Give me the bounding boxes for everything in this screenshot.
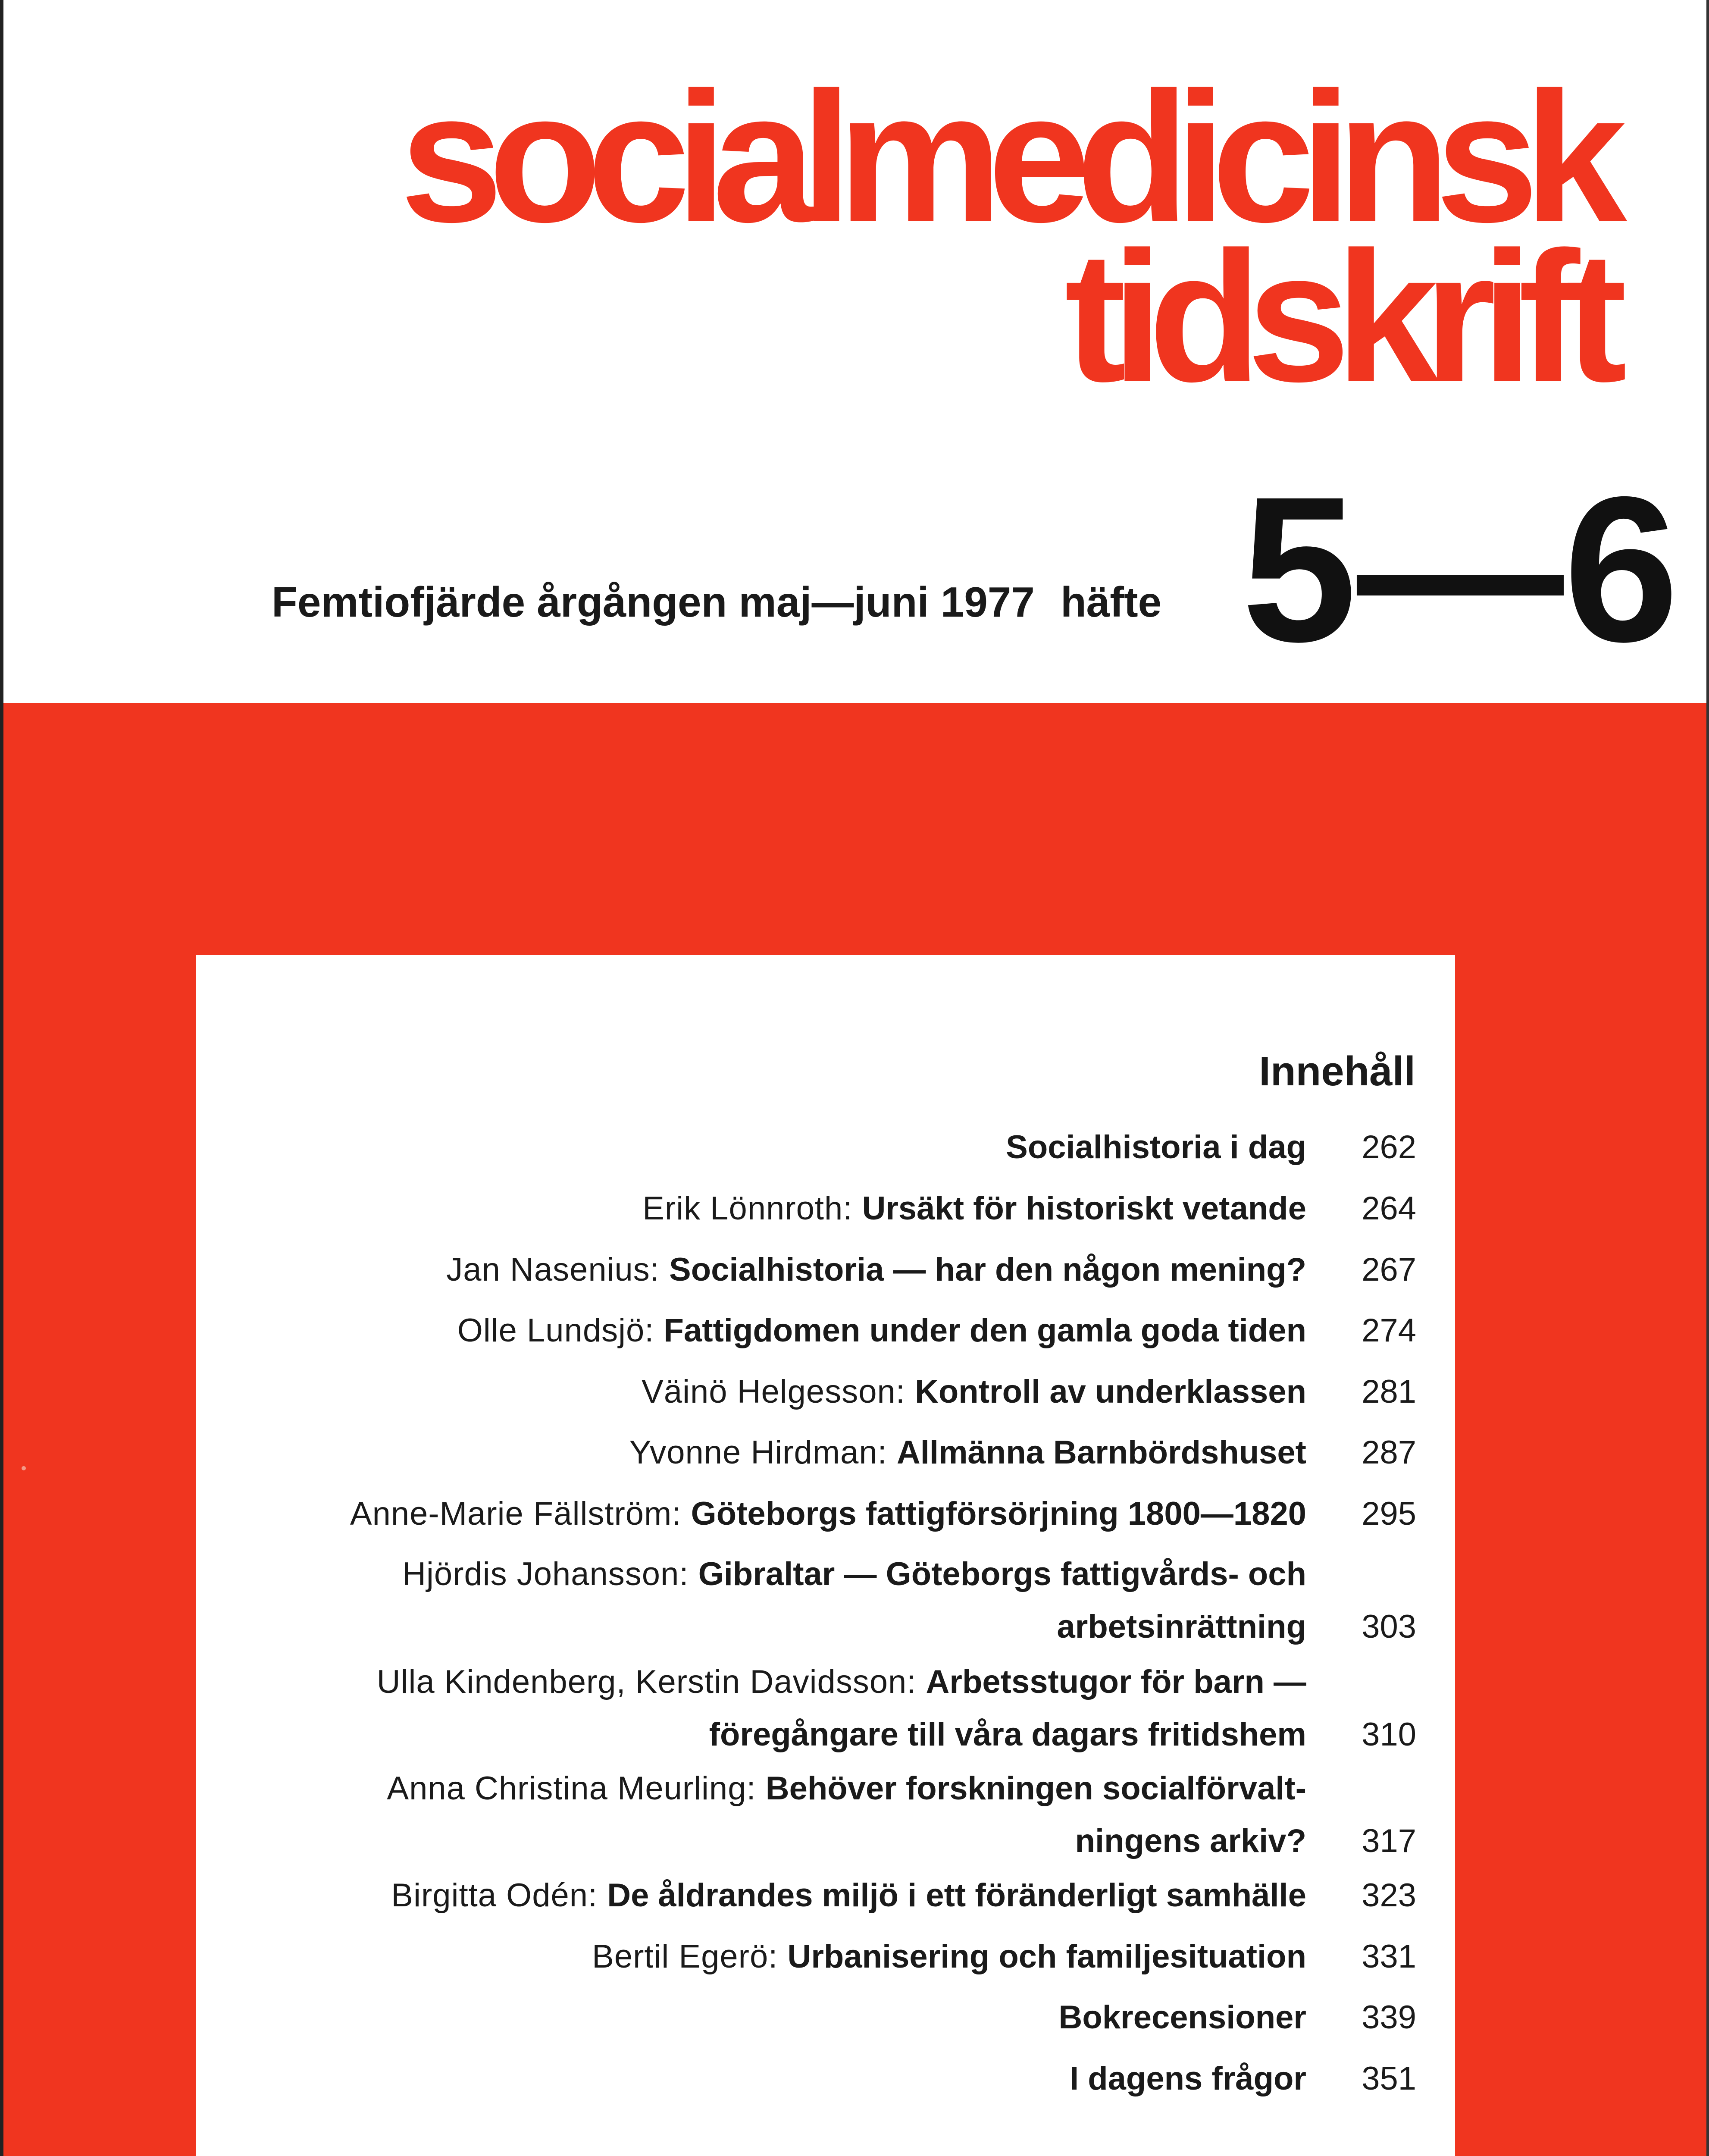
toc-page-number: 267	[1362, 1251, 1416, 1288]
toc-author: Bertil Egerö:	[592, 1938, 788, 1975]
issue-number: 5—6	[1242, 453, 1679, 685]
toc-author: Hjördis Johansson:	[402, 1556, 698, 1592]
toc-title: Arbetsstugor för barn — föregångare till våra dagars fritidshem	[709, 1664, 1306, 1753]
toc-title: Kontroll av underklassen	[914, 1373, 1306, 1410]
toc-page-number: 262	[1362, 1129, 1416, 1166]
toc-page-number: 264	[1362, 1190, 1416, 1227]
toc-author: Jan Nasenius:	[446, 1251, 670, 1288]
toc-author: Birgitta Odén:	[391, 1877, 607, 1914]
contents-box	[196, 955, 1455, 2156]
toc-author: Erik Lönnroth:	[642, 1190, 862, 1227]
toc-title: Gibraltar — Göteborgs fattigvårds- och arbetsinrättning	[698, 1556, 1306, 1645]
toc-page-number: 303	[1362, 1608, 1416, 1645]
issue-haefte-label: häfte	[1060, 578, 1162, 626]
toc-page-number: 323	[1362, 1877, 1416, 1914]
masthead-line-1: socialmedicinsk	[400, 54, 1612, 261]
toc-page-number: 351	[1362, 2060, 1416, 2097]
toc-title: Ursäkt för historiskt vetande	[862, 1190, 1306, 1227]
toc-title: Behöver forskningen socialförvalt-ningens arkiv?	[765, 1770, 1306, 1859]
toc-page-number: 317	[1362, 1823, 1416, 1859]
issue-volume-text: Femtiofjärde årgången maj—juni 1977	[272, 578, 1035, 626]
toc-author: Ulla Kindenberg, Kerstin Davidsson:	[376, 1664, 926, 1700]
toc-title: Göteborgs fattigförsörjning 1800—1820	[691, 1495, 1306, 1532]
toc-title: I dagens frågor	[1070, 2060, 1306, 2097]
toc-title: Fattigdomen under den gamla goda tiden	[664, 1312, 1306, 1349]
contents-title: Innehåll	[1259, 1048, 1415, 1094]
masthead-logo	[302, 54, 1612, 420]
toc-author: Anne-Marie Fällström:	[350, 1495, 691, 1532]
toc-page-number: 310	[1362, 1716, 1416, 1753]
toc-title: De åldrandes miljö i ett föränderligt samhälle	[607, 1877, 1306, 1914]
issue-volume-line	[272, 578, 1161, 627]
toc-author: Väinö Helgesson:	[642, 1373, 915, 1410]
toc-title: Socialhistoria — har den någon mening?	[669, 1251, 1306, 1288]
toc-title: Socialhistoria i dag	[1006, 1129, 1306, 1166]
toc-title: Allmänna Barnbördshuset	[896, 1434, 1306, 1471]
toc-title: Bokrecensioner	[1058, 1999, 1306, 2036]
paper-speck	[22, 1466, 26, 1470]
toc-page-number: 287	[1362, 1434, 1416, 1471]
toc-page-number: 331	[1362, 1938, 1416, 1975]
masthead-line-2: tidskrift	[1064, 213, 1612, 420]
toc-page-number: 281	[1362, 1373, 1416, 1410]
toc-page-number: 274	[1362, 1312, 1416, 1349]
toc-author: Olle Lundsjö:	[457, 1312, 664, 1349]
toc-title: Urbanisering och familjesituation	[787, 1938, 1306, 1975]
toc-page-number: 295	[1362, 1495, 1416, 1532]
toc-author: Yvonne Hirdman:	[629, 1434, 897, 1471]
toc-author: Anna Christina Meurling:	[387, 1770, 766, 1807]
toc-page-number: 339	[1362, 1999, 1416, 2036]
